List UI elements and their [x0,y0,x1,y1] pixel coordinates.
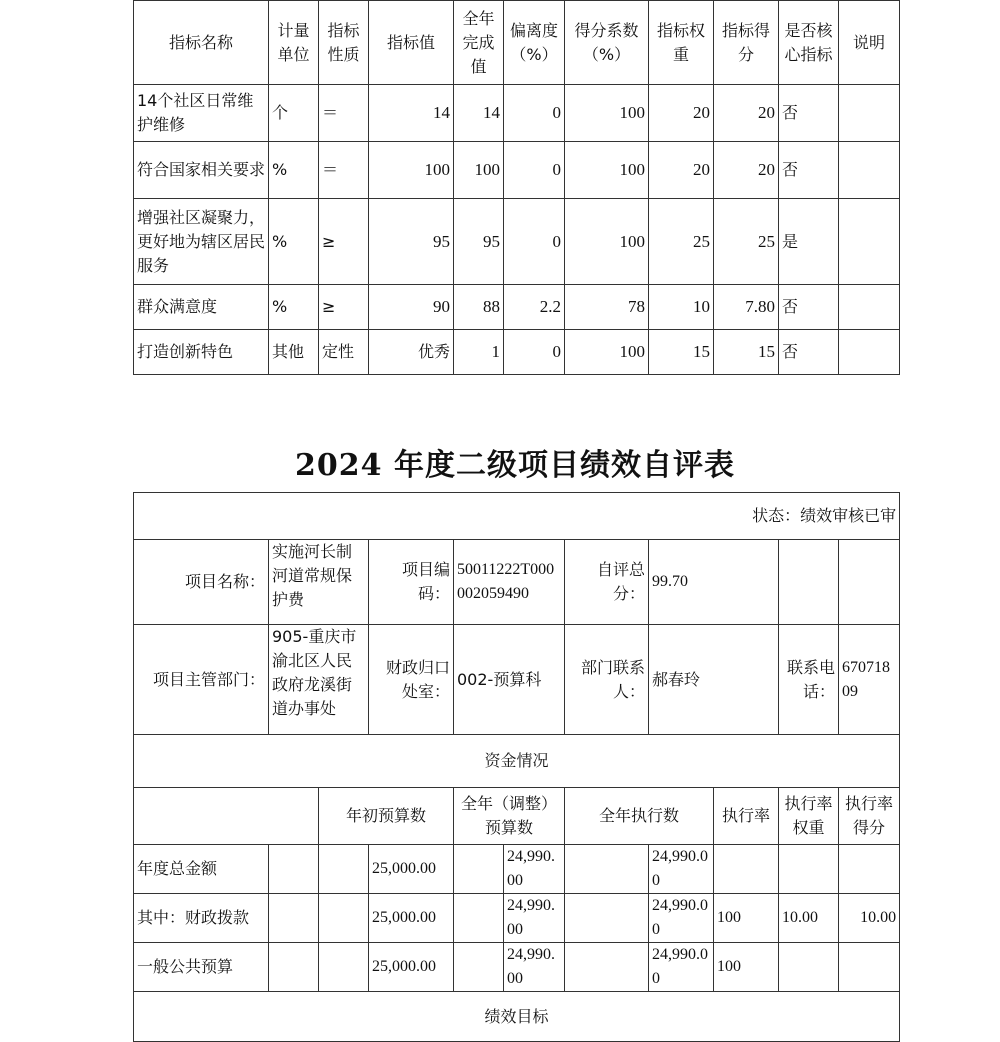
table-row [134,85,900,142]
weight-cell: 15 [649,330,714,375]
funds-columns-row [134,788,900,845]
header-cell: 是否核心指标 [779,1,839,85]
core-cell: 否 [779,85,839,142]
header-cell: 计量单位 [269,1,319,85]
funds-initial: 25,000.00 [369,845,454,894]
table-row [134,943,900,992]
empty-cell [839,540,900,625]
actual-cell: 100 [454,142,504,199]
empty-cell [779,540,839,625]
header-cell: 指标名称 [134,1,269,85]
deviation-cell: 0 [504,330,565,375]
indicator-name: 14个社区日常维护维修 [134,85,269,142]
header-cell: 全年完成值 [454,1,504,85]
empty-cell [269,894,319,943]
funds-col-adjusted: 全年（调整）预算数 [454,788,565,845]
project-name-value: 实施河长制河道常规保护费 [269,540,369,625]
score-cell: 7.80 [714,285,779,330]
coef-cell: 100 [565,199,649,285]
funds-initial: 25,000.00 [369,894,454,943]
coef-cell: 100 [565,330,649,375]
funds-header-row [134,735,900,788]
project-info-row [134,540,900,625]
table-row [134,142,900,199]
goals-header: 绩效目标 [134,992,900,1042]
table-row [134,894,900,943]
finance-label: 财政归口处室： [369,625,454,735]
header-cell: 得分系数（%） [565,1,649,85]
self-score-label: 自评总分： [565,540,649,625]
indicator-table [133,0,900,375]
empty-cell [134,788,319,845]
deviation-cell: 0 [504,142,565,199]
unit-cell: % [269,142,319,199]
target-cell: 100 [369,142,454,199]
note-cell [839,199,900,285]
funds-row-label: 年度总金额 [134,845,269,894]
deviation-cell: 0 [504,85,565,142]
table-row [134,285,900,330]
project-table [133,492,900,1042]
header-cell: 指标性质 [319,1,369,85]
nature-cell: 定性 [319,330,369,375]
self-score-value: 99.70 [649,540,779,625]
funds-executed: 24,990.00 [649,894,714,943]
funds-col-rate-weight: 执行率权重 [779,788,839,845]
header-cell: 说明 [839,1,900,85]
funds-row-label: 一般公共预算 [134,943,269,992]
empty-cell [319,845,369,894]
weight-cell: 25 [649,199,714,285]
note-cell [839,85,900,142]
empty-cell [319,894,369,943]
project-name-label: 项目名称： [134,540,269,625]
phone-value: 67071809 [839,625,900,735]
dept-label: 项目主管部门： [134,625,269,735]
funds-col-initial: 年初预算数 [319,788,454,845]
unit-cell: 其他 [269,330,319,375]
target-cell: 90 [369,285,454,330]
weight-cell: 20 [649,85,714,142]
table-row [134,199,900,285]
funds-rate [714,845,779,894]
empty-cell [565,943,649,992]
table-row [134,845,900,894]
target-cell: 优秀 [369,330,454,375]
funds-rate: 100 [714,894,779,943]
actual-cell: 1 [454,330,504,375]
target-cell: 95 [369,199,454,285]
funds-col-rate: 执行率 [714,788,779,845]
nature-cell: ＝ [319,142,369,199]
note-cell [839,285,900,330]
header-cell: 指标得分 [714,1,779,85]
core-cell: 是 [779,199,839,285]
note-cell [839,330,900,375]
finance-value: 002-预算科 [454,625,565,735]
empty-cell [319,943,369,992]
funds-header: 资金情况 [134,735,900,788]
header-cell: 指标值 [369,1,454,85]
nature-cell: ＝ [319,85,369,142]
actual-cell: 95 [454,199,504,285]
indicator-name: 群众满意度 [134,285,269,330]
dept-value: 905-重庆市渝北区人民政府龙溪街道办事处 [269,625,369,735]
page-title: 2024 年度二级项目绩效自评表 [295,448,735,483]
deviation-cell: 0 [504,199,565,285]
empty-cell [454,845,504,894]
funds-rate-weight [779,845,839,894]
funds-col-executed: 全年执行数 [565,788,714,845]
core-cell: 否 [779,330,839,375]
weight-cell: 10 [649,285,714,330]
nature-cell: ≥ [319,285,369,330]
project-code-value: 50011222T000002059490 [454,540,565,625]
funds-rate-score: 10.00 [839,894,900,943]
funds-adjusted: 24,990.00 [504,845,565,894]
empty-cell [565,845,649,894]
target-cell: 14 [369,85,454,142]
empty-cell [454,894,504,943]
contact-label: 部门联系人： [565,625,649,735]
funds-rate: 100 [714,943,779,992]
core-cell: 否 [779,142,839,199]
empty-cell [269,943,319,992]
score-cell: 20 [714,142,779,199]
status-row [134,493,900,540]
unit-cell: % [269,199,319,285]
note-cell [839,142,900,199]
funds-adjusted: 24,990.00 [504,894,565,943]
header-cell: 指标权重 [649,1,714,85]
funds-executed: 24,990.00 [649,845,714,894]
unit-cell: 个 [269,85,319,142]
indicator-name: 打造创新特色 [134,330,269,375]
empty-cell [565,894,649,943]
nature-cell: ≥ [319,199,369,285]
score-cell: 15 [714,330,779,375]
score-cell: 20 [714,85,779,142]
status-text: 状态：绩效审核已审 [134,493,900,540]
funds-rate-score [839,943,900,992]
empty-cell [454,943,504,992]
goals-header-row [134,992,900,1042]
actual-cell: 14 [454,85,504,142]
deviation-cell: 2.2 [504,285,565,330]
table-row [134,330,900,375]
funds-col-rate-score: 执行率得分 [839,788,900,845]
funds-row-label: 其中：财政拨款 [134,894,269,943]
coef-cell: 78 [565,285,649,330]
coef-cell: 100 [565,142,649,199]
unit-cell: % [269,285,319,330]
funds-executed: 24,990.00 [649,943,714,992]
funds-rate-score [839,845,900,894]
funds-adjusted: 24,990.00 [504,943,565,992]
dept-info-row [134,625,900,735]
coef-cell: 100 [565,85,649,142]
funds-initial: 25,000.00 [369,943,454,992]
indicator-name: 增强社区凝聚力，更好地为辖区居民服务 [134,199,269,285]
weight-cell: 20 [649,142,714,199]
funds-rate-weight [779,943,839,992]
project-code-label: 项目编码： [369,540,454,625]
indicator-name: 符合国家相关要求 [134,142,269,199]
phone-label: 联系电话： [779,625,839,735]
header-cell: 偏离度（%） [504,1,565,85]
indicator-header-row [134,1,900,85]
empty-cell [269,845,319,894]
score-cell: 25 [714,199,779,285]
funds-rate-weight: 10.00 [779,894,839,943]
contact-value: 郝春玲 [649,625,779,735]
core-cell: 否 [779,285,839,330]
actual-cell: 88 [454,285,504,330]
